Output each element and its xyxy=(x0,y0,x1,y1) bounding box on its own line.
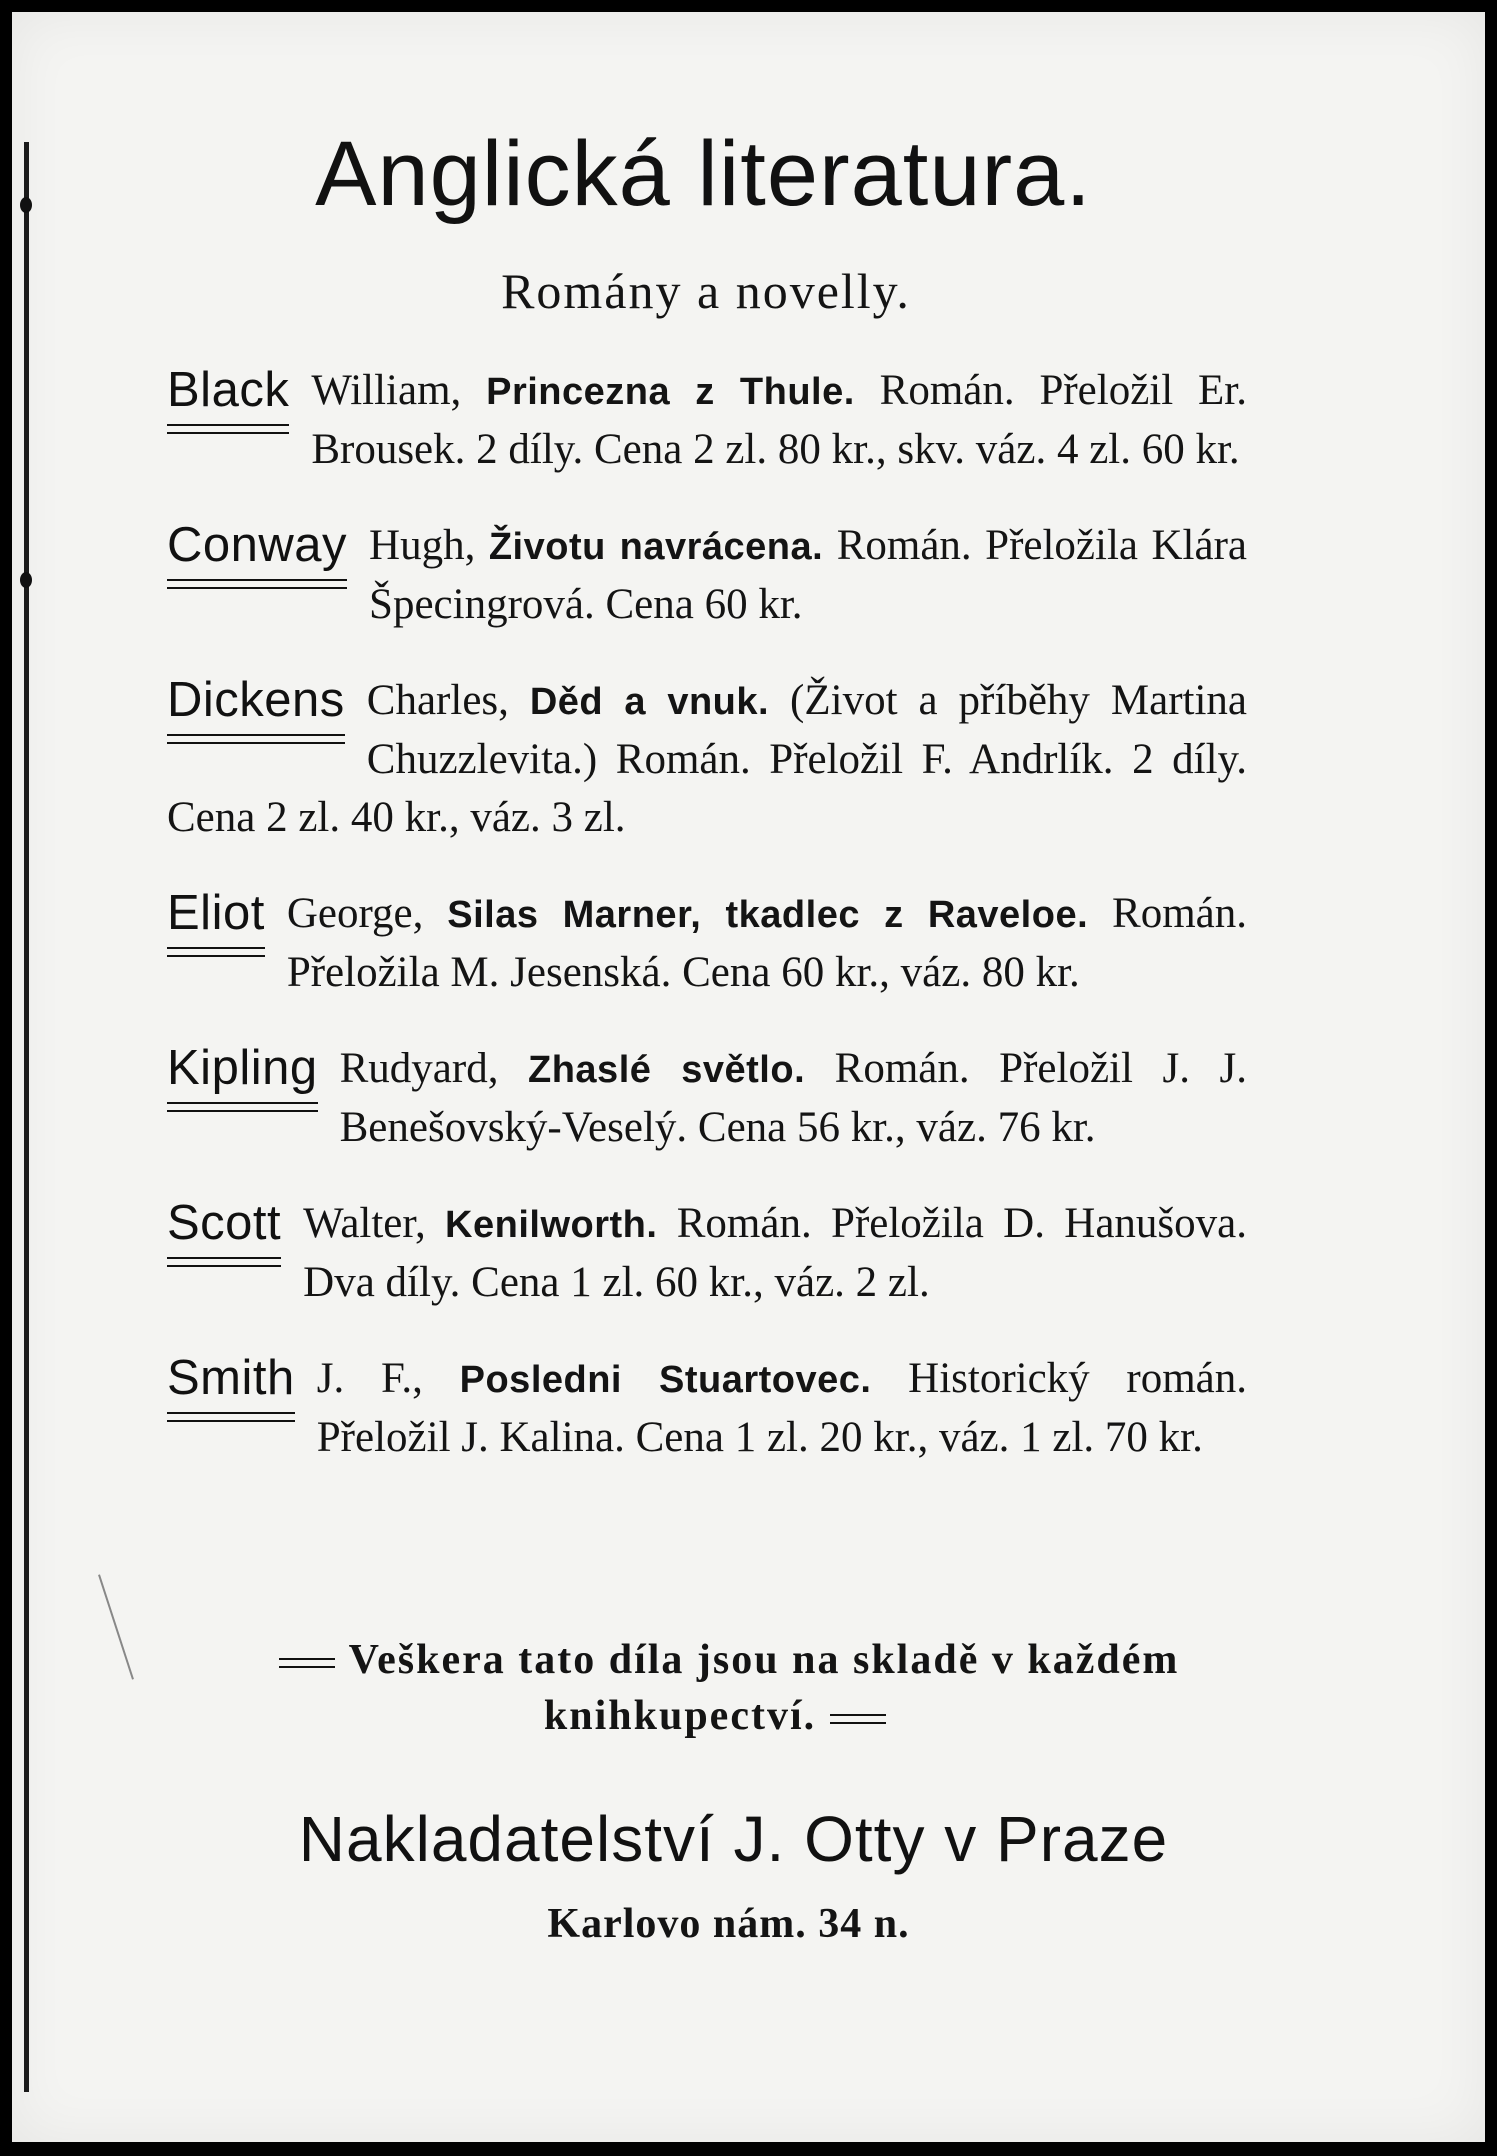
entry-details: Román. Přeložil J. J. Benešovský-Veselý. Cena 56 kr., váz. 76 kr. xyxy=(339,1045,1247,1151)
book-title: Silas Marner, tkadlec z Raveloe. xyxy=(447,894,1089,936)
author-name: Smith xyxy=(167,1351,295,1405)
publisher-name: Nakladatelství J. Otty v Praze xyxy=(298,1803,1169,1875)
book-entry-scott xyxy=(167,1195,1247,1312)
page-title: Anglická literatura. xyxy=(315,123,1092,225)
author-name: Dickens xyxy=(167,673,345,727)
author-name: Kipling xyxy=(167,1041,318,1095)
entry-author-firstname: J. F., xyxy=(316,1355,460,1402)
entry-author-firstname: Hugh, xyxy=(369,522,489,569)
double-dash-left xyxy=(279,1658,335,1668)
book-title: Princezna z Thule. xyxy=(486,371,855,413)
author-name: Eliot xyxy=(167,886,265,940)
author-double-rule xyxy=(167,734,345,744)
entry-text xyxy=(167,1195,1247,1312)
entry-author-firstname: Walter, xyxy=(303,1200,446,1247)
book-title: Posledni Stuartovec. xyxy=(459,1359,872,1401)
author-double-rule xyxy=(167,579,347,589)
publisher-address: Karlovo nám. 34 n. xyxy=(547,1901,910,1947)
book-title: Děd a vnuk. xyxy=(529,681,770,723)
entry-author-firstname: George, xyxy=(286,890,448,937)
author-heading xyxy=(167,885,265,957)
paper-scratch xyxy=(98,1574,134,1679)
author-double-rule xyxy=(167,1412,295,1422)
entry-text xyxy=(167,362,1247,479)
author-double-rule xyxy=(167,947,265,957)
author-double-rule xyxy=(167,424,289,434)
author-name: Conway xyxy=(167,518,348,572)
page-spine-shadow xyxy=(24,142,29,2092)
author-name: Scott xyxy=(167,1196,282,1250)
entry-text xyxy=(167,1350,1247,1467)
entry-details: Historický román. Přeložil J. Kalina. Cena 1 zl. 20 kr., váz. 1 zl. 70 kr. xyxy=(316,1355,1247,1461)
print-speck xyxy=(20,572,32,588)
book-entry-dickens xyxy=(167,672,1247,847)
book-title: Kenilworth. xyxy=(445,1204,658,1246)
notice-text: Veškera tato díla jsou na skladě v každém knihkupectví. xyxy=(348,1637,1180,1739)
book-entry-conway xyxy=(167,517,1247,634)
entry-details: (Život a příběhy Martina Chuzzlevita.) Román. Přeložil F. Andrlík. 2 díly. Cena 2 zl. 40 kr., váz. 3 zl. xyxy=(167,677,1247,841)
author-heading xyxy=(167,1195,281,1267)
author-heading xyxy=(167,1350,295,1422)
book-entry-black xyxy=(167,362,1247,479)
availability-notice xyxy=(182,1632,1262,1744)
book-list xyxy=(167,362,1247,1505)
author-double-rule xyxy=(167,1257,281,1267)
author-heading xyxy=(167,1040,318,1112)
book-title: Životu navrácena. xyxy=(488,526,824,568)
entry-author-firstname: William, xyxy=(311,367,487,414)
entry-details: Román. Přeložila M. Jesenská. Cena 60 kr., váz. 80 kr. xyxy=(286,890,1247,996)
author-double-rule xyxy=(167,1102,318,1112)
section-subtitle: Romány a novelly. xyxy=(501,263,911,319)
entry-details: Román. Přeložila Klára Špecingrová. Cena 60 kr. xyxy=(369,522,1247,628)
entry-text xyxy=(167,1040,1247,1157)
entry-author-firstname: Charles, xyxy=(366,677,530,724)
author-heading xyxy=(167,672,345,744)
book-entry-smith xyxy=(167,1350,1247,1467)
entry-text xyxy=(167,885,1247,1002)
author-heading xyxy=(167,362,289,434)
entry-details: Román. Přeložil Er. Brousek. 2 díly. Cena 2 zl. 80 kr., skv. váz. 4 zl. 60 kr. xyxy=(311,367,1247,473)
page xyxy=(12,12,1485,2142)
entry-details: Román. Přeložila D. Hanušova. Dva díly. Cena 1 zl. 60 kr., váz. 2 zl. xyxy=(303,1200,1247,1306)
entry-author-firstname: Rudyard, xyxy=(339,1045,528,1092)
author-name: Black xyxy=(167,363,290,417)
book-entry-eliot xyxy=(167,885,1247,1002)
author-heading xyxy=(167,517,347,589)
double-dash-right xyxy=(830,1714,886,1724)
book-title: Zhaslé světlo. xyxy=(528,1049,806,1091)
book-entry-kipling xyxy=(167,1040,1247,1157)
